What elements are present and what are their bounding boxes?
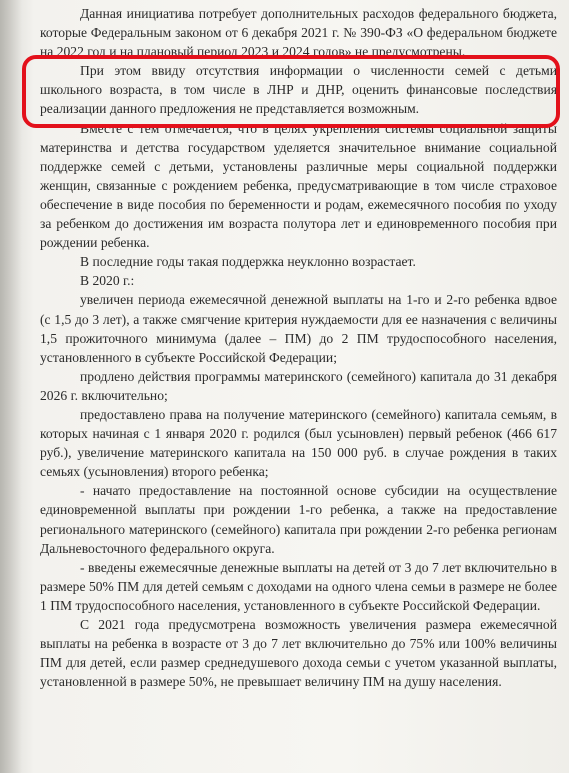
paragraph-highlighted: При этом ввиду отсутствия информации о численности семей с детьми школьного возраста, в том числе в ЛНР и ДНР, оценить финансовые последствия реализации данного предложения не представляется возможным.	[40, 63, 557, 117]
highlighted-block	[40, 61, 557, 118]
paragraph-monthly-payment: увеличен периода ежемесячной денежной выплаты на 1-го и 2-го ребенка вдвое (с 1,5 до 3 лет), а также смягчение критерия нуждаемости для ее назначения с величины 1,5 прожиточного минимума (далее – ПМ) до 2 ПМ трудоспособного населения, установленного в субъекте Российской Федерации;	[40, 292, 557, 365]
paragraph-monthly-3-7: - введены ежемесячные денежные выплаты на детей от 3 до 7 лет включительно в размере 50% ПМ для детей семьям с доходами на одного члена семьи в размере не более 1 ПМ трудоспособного населения, установленного в субъекте Российской Федерации.	[40, 559, 557, 613]
paragraph-maternity-capital-rights: предоставлено права на получение материнского (семейного) капитала семьям, в которых начиная с 1 января 2020 г. родился (был усыновлен) первый ребенок (466 617 руб.), увеличение материнского капитала на 150 000 руб. в случае рождения в таких семьях (усыновления) второго ребенка;	[40, 406, 557, 480]
red-highlight-box	[22, 55, 560, 128]
paragraph-support-growth: В последние годы такая поддержка неуклонно возрастает.	[80, 254, 416, 270]
paragraph-social-protection: Вместе с тем отмечается, что в целях укрепления системы социальной защиты материнства и детства государством уделяется значительное внимание социальной поддержке семей с детьми, установлены различные меры социальной поддержки женщин, связанные с рождением ребенка, предусматривающие в том числе страховое обеспечение в виде пособия по беременности и родам, ежемесячного пособия по уходу за ребенком до достижения им возраста полутора лет и единовременного пособия при рождении ребенка.	[40, 120, 557, 251]
paragraph-subsidy: - начато предоставление на постоянной основе субсидии на осуществление единовременной выплаты при рождении 1-го ребенка, а также на предоставление регионального материнского (семейного) капитала при рождении 2-го ребенка регионам Дальневосточного федерального округа.	[40, 483, 557, 556]
paragraph-maternity-capital-extended: продлено действия программы материнского (семейного) капитала до 31 декабря 2026 г. включительно;	[40, 368, 557, 403]
paragraph-2021-increase: С 2021 года предусмотрена возможность увеличения размера ежемесячной выплаты на ребенка в возрасте от 3 до 7 лет включительно до 75% или 100% величины ПМ для детей, если размер среднедушевого дохода семьи с учетом указанной выплаты, установленной в размере 50%, не превышает величину ПМ на душу населения.	[40, 617, 557, 690]
page-edge-shadow	[0, 0, 22, 773]
paragraph-budget-expenses: Данная инициатива потребует дополнительных расходов федерального бюджета, которые Федеральным законом от 6 декабря 2021 г. № 390-ФЗ «О федеральном бюджете на 2022 год и на плановый период 2023 и 2024 годов» не предусмотрены.	[40, 6, 557, 60]
paragraph-year-2020: В 2020 г.:	[80, 273, 135, 289]
document-text	[40, 4, 557, 691]
